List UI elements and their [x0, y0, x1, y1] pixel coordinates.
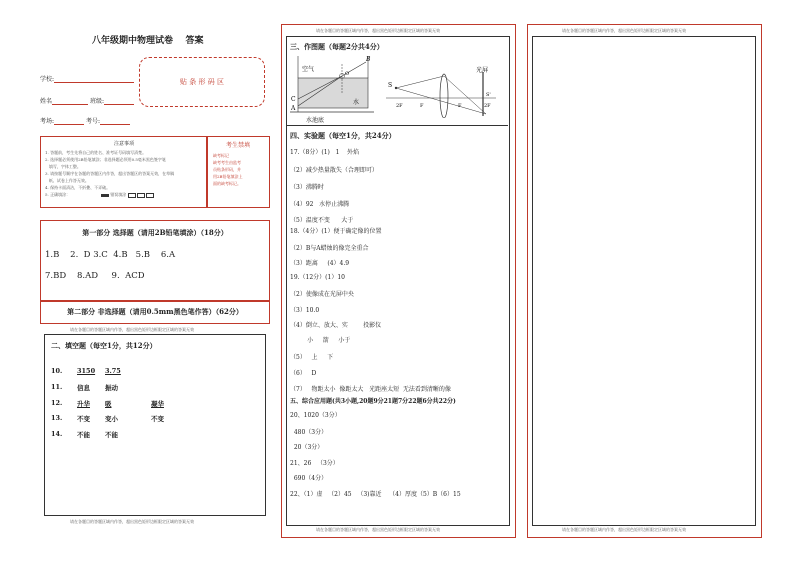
answer-line: 20（3分） [290, 444, 324, 451]
examinee-list [213, 152, 269, 187]
answer-line: （4）倒立、放大、实 投影仪 [290, 322, 382, 329]
fill-answer: 信息 [77, 384, 90, 392]
point-c: C [291, 96, 296, 103]
focus-2f-right: 2F [484, 103, 491, 109]
exp-title: 四、实验题（每空1分，共24分） [290, 131, 396, 140]
fill-answer: 不变 [77, 415, 90, 423]
part1-row2: 7.BD 8.AD 9. ACD [45, 271, 145, 281]
note-line: 纸、试卷上作答无效。 [45, 178, 89, 183]
school-field[interactable]: 学校: [40, 74, 134, 83]
fill-row-number: 13. [51, 414, 63, 422]
examinee-line: 员贴条形码，并 [213, 167, 241, 172]
answer-line: 480（3分） [290, 429, 328, 436]
answer-line: 19.（12分）(1）10 [290, 274, 345, 281]
answer-line: （3）距离 (4）4.9 [290, 260, 350, 267]
answer-line: （7） 物距太小 像距太大 光距座太短 无法看到清晰的像 [290, 386, 451, 393]
fill-answer: 不变 [151, 415, 164, 423]
part1-title: 第一部分 选择题（请用2B铅笔填涂）（18分） [82, 228, 228, 237]
answer-line: （3）沸腾时 [290, 184, 324, 191]
refraction-diagram [290, 54, 374, 126]
point-a: A [291, 105, 296, 112]
water-label: 水 [353, 99, 360, 106]
focus-f-left: F [420, 103, 424, 109]
pool-label: 水池底 [306, 117, 325, 124]
fill-box [44, 334, 266, 516]
answer-line: 17.（8分）(1) 1 外焰 [290, 149, 360, 156]
barcode-label: 贴 条 形 码 区 [180, 78, 224, 86]
notes-title: 注意事项 [113, 141, 134, 147]
answer-line: （5）温度不变 大于 [290, 217, 354, 224]
fill-answer: 不能 [105, 431, 118, 439]
image-s-prime: S' [486, 92, 491, 98]
notes-list [45, 149, 203, 198]
left-notice-bottom: 请在各题目的答题区域内作答，超出黑色矩形边框限定区域的答案无效 [70, 519, 194, 524]
answer-line: （5） 上 下 [290, 354, 334, 361]
note-line: 1. 答题前，考生先将自己的姓名、准考证号码填写清楚。 [45, 150, 147, 155]
fill-title: 二、填空题（每空1分，共12分） [51, 341, 157, 350]
part2-title: 第二部分 非选择题（请用0.5mm黑色笔作答）（62分） [67, 307, 243, 316]
left-notice-top: 请在各题目的答题区域内作答，超出黑色矩形边框限定区域的答案无效 [70, 327, 194, 332]
answer-line: 小 箭 小于 [290, 337, 351, 344]
fill-row-number: 11. [51, 383, 63, 391]
answer-line: （2）减少热量散失（合理即可） [290, 167, 378, 174]
draw-divider [286, 125, 508, 126]
fill-row-number: 12. [51, 399, 63, 407]
part2-box [40, 300, 270, 324]
name-field[interactable]: 姓名 班级: [40, 96, 134, 105]
middle-notice-bottom: 请在各题目的答题区域内作答，超出黑色矩形边框限定区域的答案无效 [316, 527, 440, 532]
air-label: 空气 [302, 66, 315, 73]
fill-answer: 振动 [105, 384, 118, 392]
fill-answer: 3150 [77, 367, 96, 375]
answer-line: 五、综合应用题(共3小题,20题9分21题7分22题6分共22分) [290, 398, 456, 405]
examinee-line: 用2B铅笔填涂上 [213, 174, 243, 179]
note-line: 5. 正确填涂： [45, 192, 71, 197]
fill-answer: 凝华 [151, 400, 164, 408]
examinee-line: 缺考考生由监考 [213, 160, 241, 165]
lens-diagram [386, 66, 496, 118]
fill-answer: 吸 [105, 400, 112, 408]
draw-title: 三、作图题（每题2分共4分） [290, 42, 384, 51]
right-notice-bottom: 请在各题目的答题区域内作答，超出黑色矩形边框限定区域的答案无效 [562, 527, 686, 532]
right-answer-box [532, 36, 756, 526]
answer-line: 21、26 （3分） [290, 460, 339, 467]
fill-answer: 变小 [105, 415, 118, 423]
fill-answer: 3.75 [105, 367, 121, 375]
screen-label: 光屏 [476, 67, 489, 74]
fill-row-number: 10. [51, 367, 63, 375]
right-notice-top: 请在各题目的答题区域内作答，超出黑色矩形边框限定区域的答案无效 [562, 28, 686, 33]
room-field[interactable]: 考场: 考号: [40, 116, 130, 125]
fill-example: 错误填涂 [101, 192, 207, 198]
examinee-line: 缺考标记 [213, 153, 229, 158]
note-line: 填写，字体工整。 [45, 164, 81, 169]
answer-line: 20、1020（3分） [290, 412, 341, 419]
page-title: 八年级期中物理试卷 答案 [92, 36, 204, 46]
notes-box [40, 136, 208, 208]
note-line: 3. 请按题号顺序在各题的答题区内作答，超出答题区的答案无效，在草稿 [45, 171, 175, 176]
focus-2f-left: 2F [396, 103, 403, 109]
answer-line: （4）92 水停止沸腾 [290, 201, 350, 208]
examinee-line: 面的缺考标记。 [213, 181, 241, 186]
answer-line: （2）B与A蜡烛的像完全重合 [290, 245, 369, 252]
note-line: 4. 保持卡面清洁，不折叠、不弄破。 [45, 185, 111, 190]
fill-answer: 不能 [77, 431, 90, 439]
answer-line: （3）10.0 [290, 307, 320, 314]
answer-line: 18.（4分）(1）便于确定像的位置 [290, 228, 382, 235]
answer-line: （2）使像成在光屏中央 [290, 291, 354, 298]
fill-answer: 升华 [77, 400, 90, 408]
focus-f-right: F [458, 103, 462, 109]
answer-line: 22、（1）虚 （2）45 （3)靠近 （4）厚度（5）B（6）15 [290, 491, 461, 498]
barcode-area[interactable] [139, 57, 265, 107]
part1-box [40, 220, 270, 302]
part1-row1: 1.B 2. D 3.C 4.B 5.B 6.A [45, 250, 176, 260]
note-line: 2. 选择题必须使用2B铅笔填涂；非选择题必须用0.5毫米黑色签字笔 [45, 157, 166, 162]
point-b: B [366, 56, 371, 63]
middle-notice-top: 请在各题目的答题区域内作答，超出黑色矩形边框限定区域的答案无效 [316, 28, 440, 33]
fill-row-number: 14. [51, 430, 63, 438]
answer-line: （6） D [290, 370, 317, 377]
examinee-box [206, 136, 270, 208]
point-o: O [345, 71, 350, 77]
answer-line: 690（4分） [290, 475, 328, 482]
source-s: S [388, 82, 393, 89]
examinee-title: 考生禁填 [225, 142, 250, 149]
